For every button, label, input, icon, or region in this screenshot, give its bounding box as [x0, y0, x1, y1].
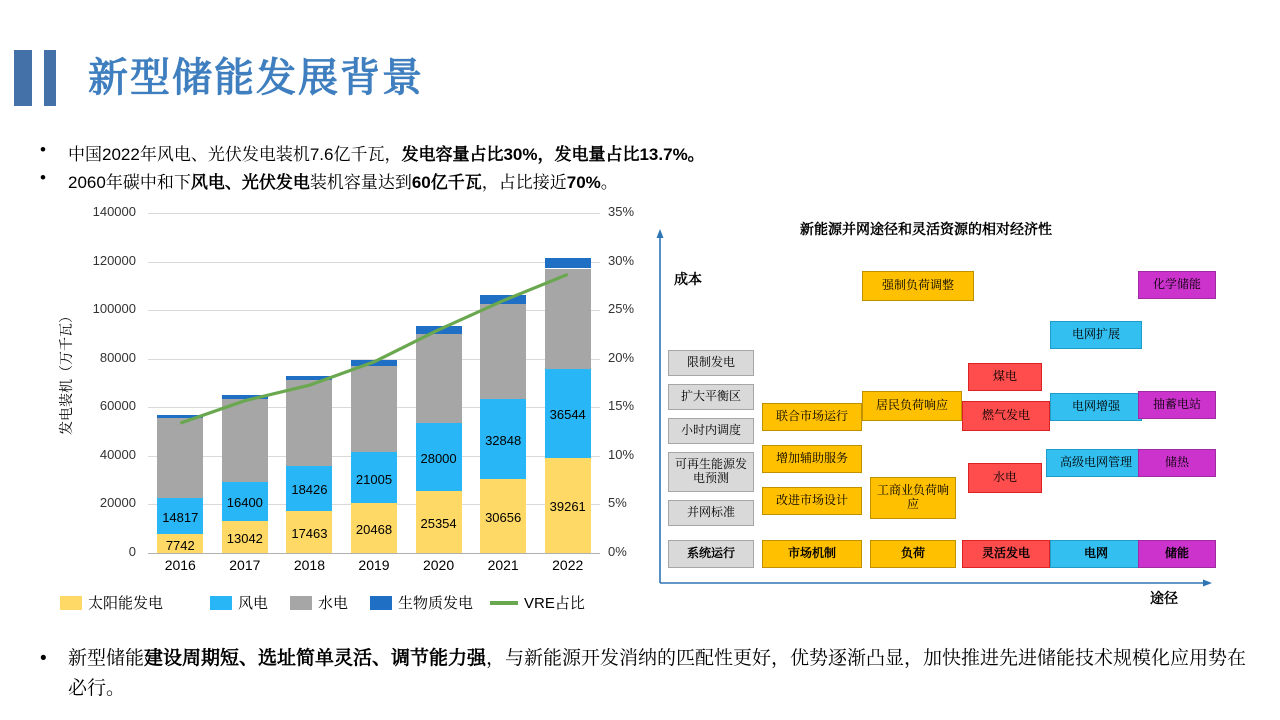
bullet-marker: •: [40, 648, 47, 669]
stacked-bar-chart: [60, 205, 640, 615]
diagram-category-box: 储能: [1138, 540, 1216, 568]
diagram-y-axis-label: 成本: [674, 271, 702, 287]
y-tick-label: 20000: [99, 495, 136, 511]
data-label-solar: 39261: [549, 499, 586, 515]
diagram-category-box: 电网: [1050, 540, 1142, 568]
data-label-wind: 14817: [162, 510, 199, 526]
diagram-box: 水电: [968, 463, 1042, 493]
legend-item: [210, 592, 268, 613]
chart-legend: [60, 592, 660, 616]
y-tick-label-right: 5%: [608, 495, 627, 511]
diagram-box: 高级电网管理: [1046, 449, 1146, 477]
diagram-box: 电网增强: [1050, 393, 1142, 421]
legend-item: [370, 592, 473, 613]
legend-item: [490, 592, 585, 613]
y-tick-label: 80000: [99, 349, 136, 365]
data-label-wind: 16400: [226, 495, 263, 511]
diagram-box: 强制负荷调整: [862, 271, 974, 301]
legend-label: VRE占比: [524, 595, 585, 612]
bullet-2-part-f: 70%: [566, 173, 601, 192]
legend-item: [60, 592, 163, 613]
data-label-wind: 21005: [355, 471, 393, 487]
bullet-3-part-a: 新型储能: [68, 648, 145, 669]
diagram-category-box: 负荷: [870, 540, 956, 568]
y-tick-label-right: 35%: [608, 204, 635, 219]
page-title: 新型储能发展背景: [88, 56, 424, 100]
y-tick-label: 120000: [92, 252, 136, 268]
diagram-box: 工商业负荷响应: [870, 477, 956, 519]
diagram-box: 可再生能源发电预测: [668, 452, 754, 492]
x-tick-label: 2022: [552, 557, 584, 573]
y-tick-label-right: 0%: [608, 544, 627, 559]
diagram-box: 并网标准: [668, 500, 754, 526]
diagram-box: 小时内调度: [668, 418, 754, 444]
x-tick-label: 2021: [487, 557, 519, 573]
y-tick-label-right: 25%: [608, 301, 635, 317]
y-tick-label: 0: [128, 544, 136, 559]
diagram-category-box: 系统运行: [668, 540, 754, 568]
data-label-solar: 30656: [485, 509, 522, 525]
diagram-box: 增加辅助服务: [762, 445, 862, 473]
bullet-3-part-b: 建设周期短、选址简单灵活、调节能力强: [144, 648, 487, 669]
diagram-box: 限制发电: [668, 350, 754, 376]
bullet-line-2-text: [68, 168, 618, 193]
diagram-box: 居民负荷响应: [862, 391, 962, 421]
data-label-solar: 7742: [165, 537, 195, 553]
diagram-category-box: 灵活发电: [962, 540, 1050, 568]
legend-label: 风电: [238, 595, 269, 612]
data-label-solar: 13042: [226, 531, 263, 547]
data-label-solar: 17463: [291, 525, 328, 541]
diagram-box: 煤电: [968, 363, 1042, 391]
legend-label: 生物质发电: [398, 595, 474, 612]
bullet-marker: •: [40, 168, 46, 187]
bullet-2-part-g: 。: [600, 173, 618, 192]
economics-diagram: [650, 205, 1220, 615]
x-tick-label: 2018: [293, 557, 325, 573]
diagram-box: 电网扩展: [1050, 321, 1142, 349]
bullet-line-1-text: [68, 140, 705, 165]
diagram-box: 燃气发电: [962, 401, 1050, 431]
data-label-wind: 36544: [549, 407, 586, 423]
y-tick-label: 60000: [99, 398, 136, 414]
diagram-box: 改进市场设计: [762, 487, 862, 515]
diagram-category-box: 市场机制: [762, 540, 862, 568]
bullet-2-part-c: 装机容量达到: [309, 173, 412, 192]
legend-label: 水电: [318, 595, 349, 612]
data-label-solar: 25354: [420, 516, 457, 532]
diagram-box: 联合市场运行: [762, 403, 862, 431]
diagram-box: 化学储能: [1138, 271, 1216, 299]
legend-color-swatch: [60, 596, 82, 610]
bullet-1-part-b: 发电容量占比30%，发电量占比13.7%。: [401, 145, 705, 164]
legend-item: [290, 592, 348, 613]
chart-y-axis-label: 发电装机（万千瓦）: [58, 309, 74, 435]
legend-line-swatch: [490, 601, 518, 605]
bullet-marker: •: [40, 140, 46, 159]
diagram-box: 储热: [1138, 449, 1216, 477]
legend-label: 太阳能发电: [88, 595, 164, 612]
bullet-line-3-text: [68, 644, 1260, 704]
data-label-wind: 32848: [485, 432, 522, 448]
y-tick-label-right: 30%: [608, 252, 635, 268]
bullet-3-part-c: ，与新能源开发消纳的匹配性更好，优势逐渐凸显，加快推进先进储能技术规模化应用势在必行。: [68, 648, 1247, 699]
title-bar: [0, 50, 1280, 110]
title-accent-bar-1: [14, 50, 32, 106]
y-tick-label: 100000: [92, 301, 136, 317]
bullet-2-part-d: 60亿千瓦: [411, 173, 482, 192]
title-accent-bar-2: [44, 50, 56, 106]
bullet-1-part-a: 中国2022年风电、光伏发电装机7.6亿千瓦，: [68, 145, 402, 164]
diagram-box: 扩大平衡区: [668, 384, 754, 410]
legend-color-swatch: [290, 596, 312, 610]
chart-x-axis-line: [148, 553, 600, 554]
y-tick-label-right: 15%: [608, 398, 635, 414]
x-tick-label: 2017: [229, 557, 261, 573]
x-tick-label: 2020: [422, 557, 455, 573]
diagram-x-axis-label: 途径: [1150, 590, 1178, 606]
bullet-2-part-a: 2060年碳中和下: [68, 173, 191, 192]
diagram-title: 新能源并网途径和灵活资源的相对经济性: [800, 221, 1052, 237]
bullet-2-part-b: 风电、光伏发电: [190, 173, 310, 192]
bullet-2-part-e: ，占比接近: [481, 173, 567, 192]
y-tick-label: 140000: [92, 204, 136, 219]
y-tick-label: 40000: [99, 446, 136, 462]
data-label-solar: 20468: [355, 522, 393, 538]
legend-color-swatch: [210, 596, 232, 610]
y-tick-label-right: 20%: [608, 349, 635, 365]
diagram-box: 抽蓄电站: [1138, 391, 1216, 419]
x-tick-label: 2019: [358, 557, 390, 573]
y-tick-label-right: 10%: [608, 446, 635, 462]
x-tick-label: 2016: [164, 557, 196, 573]
data-label-wind: 28000: [420, 451, 457, 467]
legend-color-swatch: [370, 596, 392, 610]
data-label-wind: 18426: [291, 482, 328, 498]
